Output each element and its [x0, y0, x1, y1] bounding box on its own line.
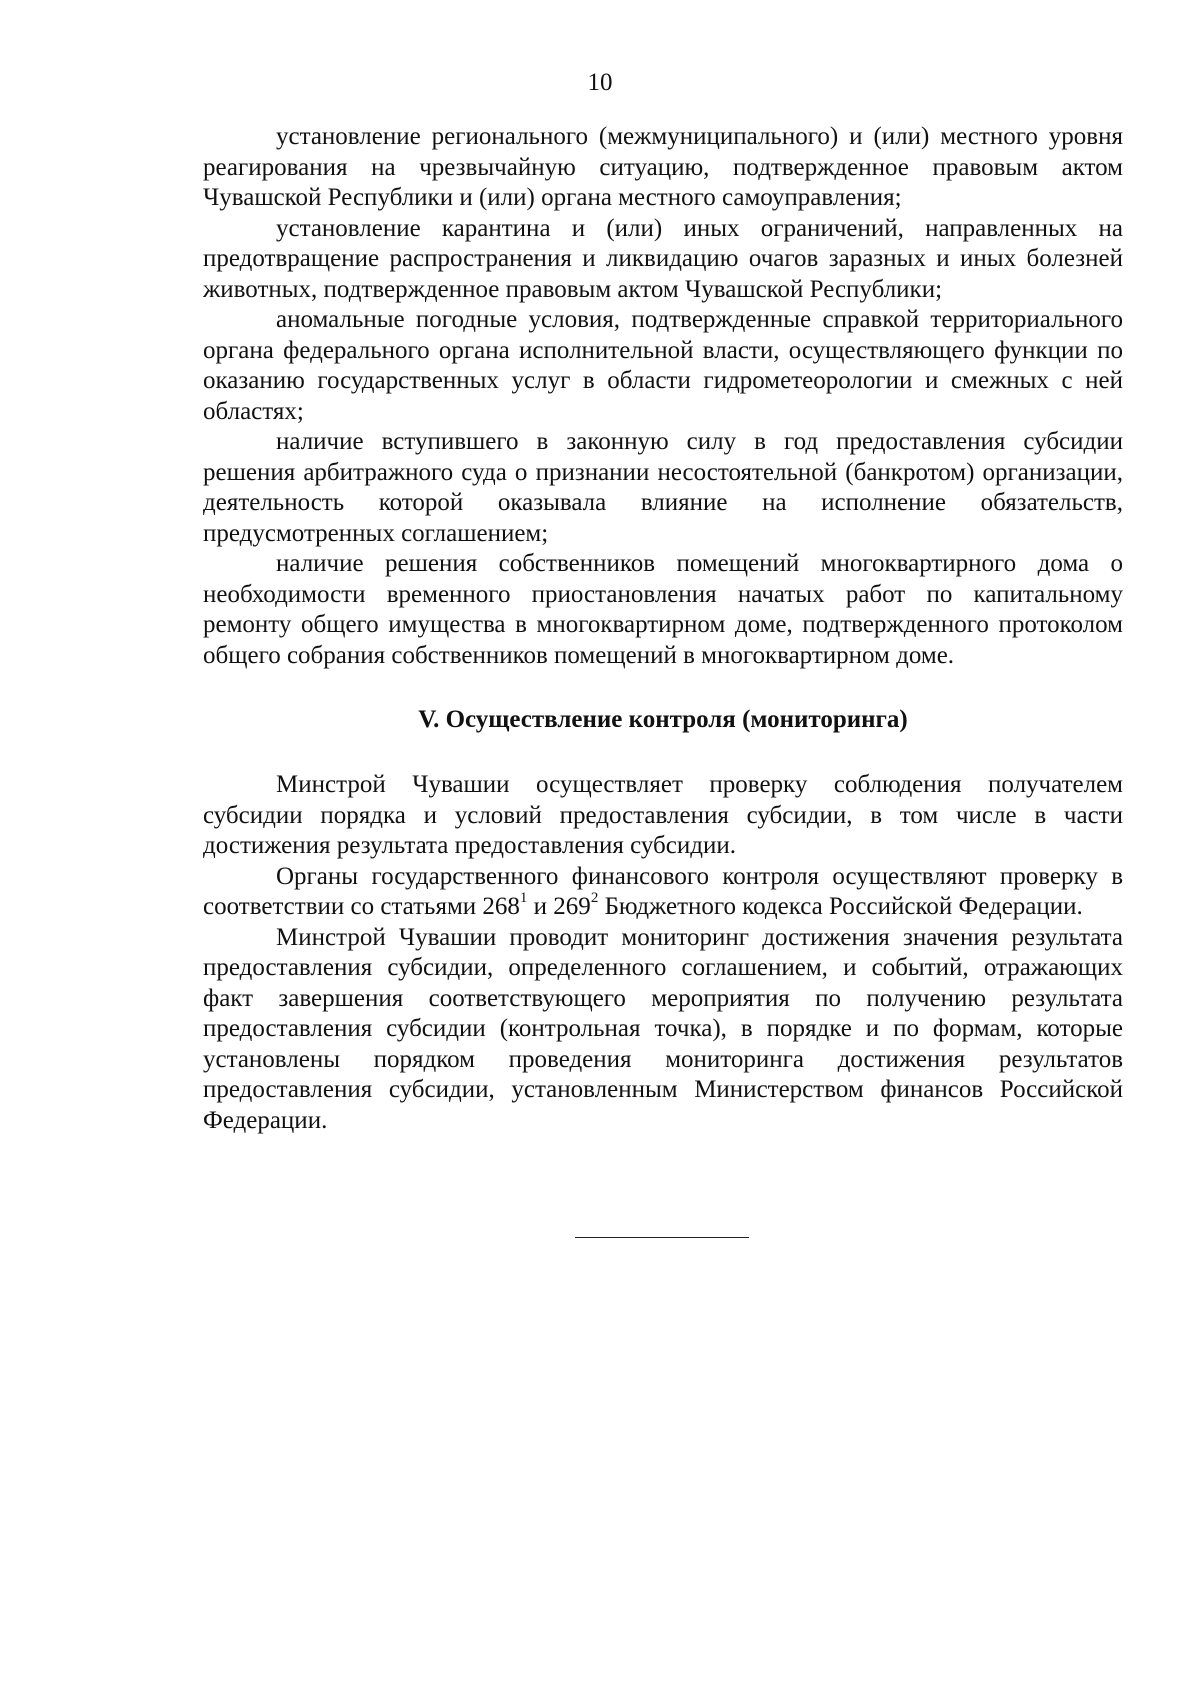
paragraph-verification: Минстрой Чувашии осуществляет проверку соблюдения получателем субсидии порядка и условий предоставления субсидии, в том числе в части достижения результата предоставления субсидии. [203, 771, 1123, 859]
paragraph-monitoring: Минстрой Чувашии проводит мониторинг достижения значения результата предоставления субсидии, определенного соглашением, и событий, отражающих факт завершения соответствующего мероприятия по получению результата предоставления субсидии (контрольная точка), в порядке и по формам, которые установлены порядком проведения мониторинга достижения результатов предоставления субсидии, установленным Министерством финансов Российской Федерации. [203, 923, 1123, 1134]
paragraph-financial-control [203, 862, 1123, 923]
end-divider-line [575, 1237, 749, 1238]
paragraph-bankruptcy: наличие вступившего в законную силу в год предоставления субсидии решения арбитражного суда о признании несостоятельной (банкротом) организации, деятельность которой оказывала влияние на исполнение обязательств, предусмотренных соглашением; [203, 428, 1123, 547]
page-number: 10 [587, 69, 613, 96]
superscript-2: 2 [590, 889, 599, 906]
section-title: V. Осуществление контроля (мониторинга) [418, 706, 908, 733]
paragraph-quarantine: установление карантина и (или) иных ограничений, направленных на предотвращение распространения и ликвидацию очагов заразных и иных болезней животных, подтвержденное правовым актом Чувашской Республики; [203, 214, 1123, 303]
paragraph-regional-emergency: установление регионального (межмуниципального) и (или) местного уровня реагирования на чрезвычайную ситуацию, подтвержденное правовым актом Чувашской Республики и (или) органа местного самоуправления; [203, 123, 1123, 211]
superscript-1: 1 [519, 889, 528, 906]
financial-control-text-1: Органы государственного финансового контроля осуществляют проверку в соответствии со статьями 268 [203, 862, 1123, 920]
paragraph-weather: аномальные погодные условия, подтвержденные справкой территориального органа федерального органа исполнительной власти, осуществляющего функции по оказанию государственных услуг в области гидрометеорологии и смежных с ней областях; [203, 306, 1123, 425]
paragraph-owners-decision: наличие решения собственников помещений многоквартирного дома о необходимости временного приостановления начатых работ по капитальному ремонту общего имущества в многоквартирном доме, подтвержденного протоколом общего собрания собственников помещений в многоквартирном доме. [203, 550, 1123, 669]
financial-control-text-3: Бюджетного кодекса Российской Федерации. [598, 893, 1083, 920]
financial-control-text-2: и 269 [527, 893, 591, 920]
document-body [203, 122, 1123, 1136]
